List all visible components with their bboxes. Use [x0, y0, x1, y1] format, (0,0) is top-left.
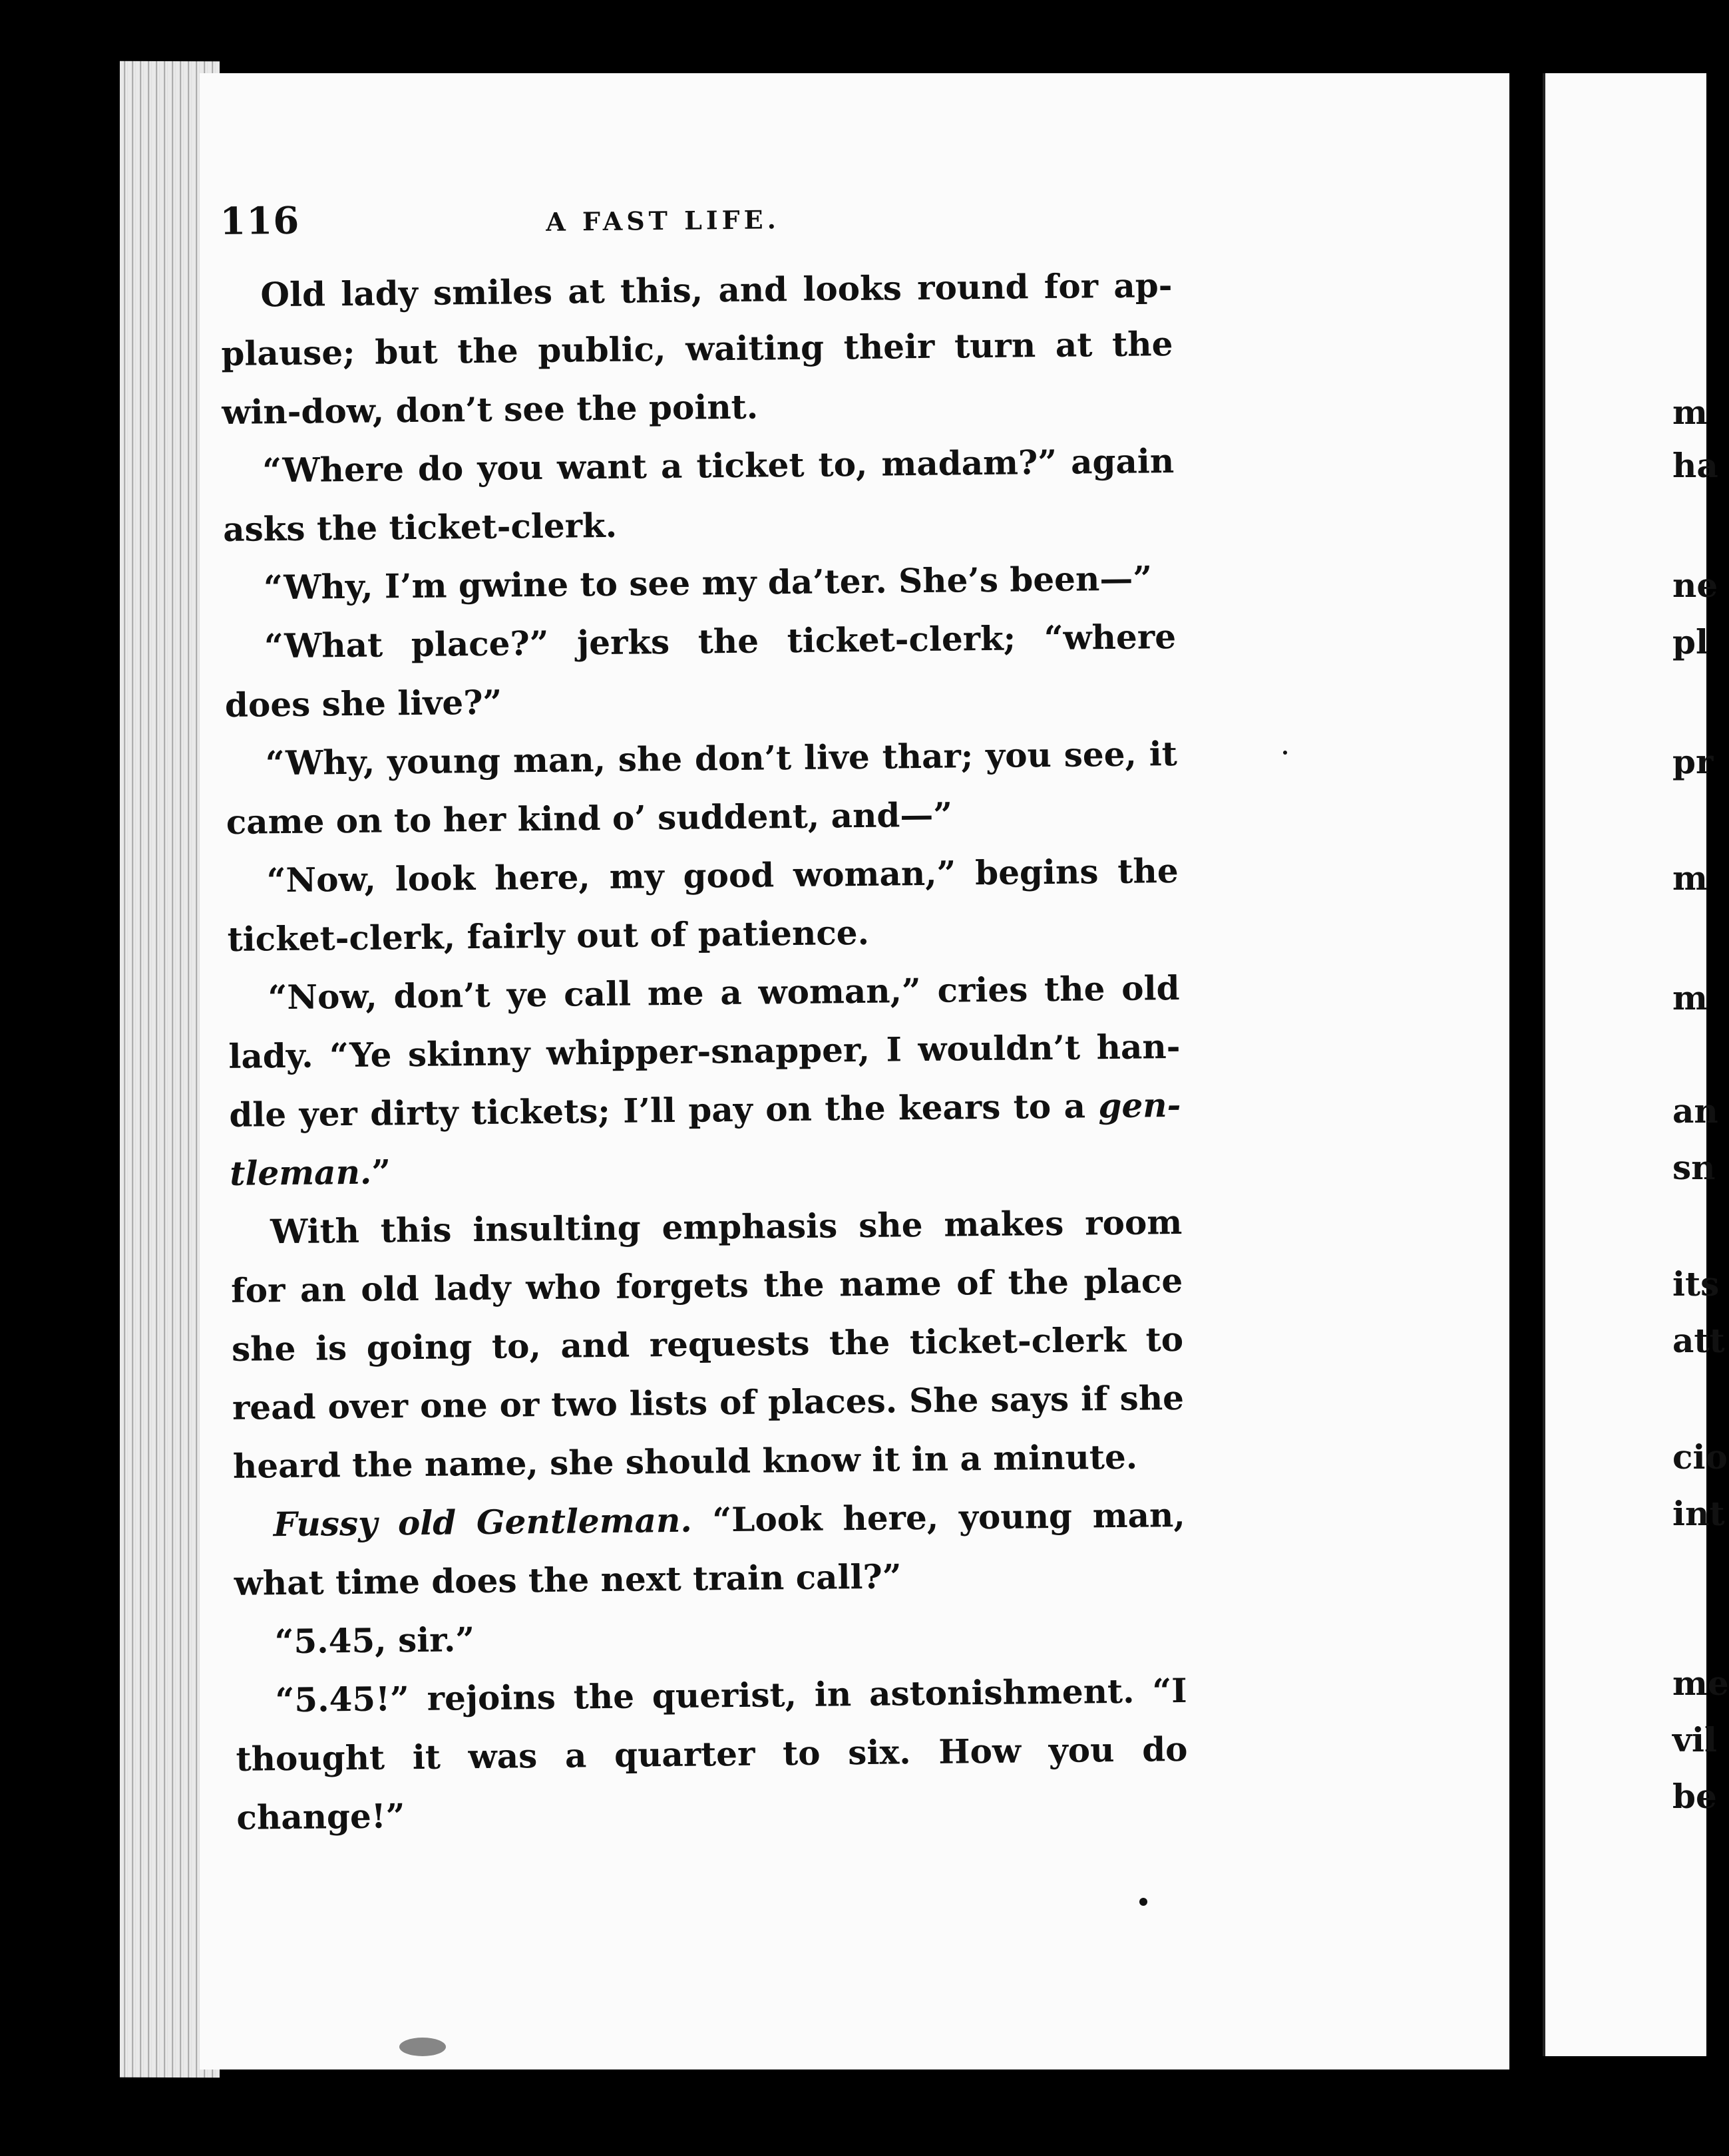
ink-speck — [1283, 751, 1287, 755]
ink-smudge — [399, 2038, 446, 2056]
running-title: A FAST LIFE. — [546, 204, 781, 237]
right-page-fragment: pl — [1672, 622, 1708, 661]
italic-word: gen-tleman. — [230, 1085, 1181, 1193]
right-page-fragment: cio — [1672, 1437, 1728, 1477]
paragraph: “Why, young man, she don’t live thar; you see, it came on to her kind o’ suddent, and—” — [226, 733, 1178, 842]
right-page-fragment: att — [1672, 1321, 1725, 1360]
paragraph: “5.45, sir.” — [274, 1620, 475, 1662]
right-page-fragment: ne — [1672, 566, 1718, 605]
paragraph: “5.45!” rejoins the querist, in astonishment. “I thought it was a quarter to six. How you do change!” — [236, 1670, 1188, 1837]
right-page-fragment: an — [1672, 1091, 1718, 1131]
paragraph: “What place?” jerks the ticket-clerk; “where does she live?” — [224, 616, 1177, 725]
paragraph-text: “Now, don’t ye call me a woman,” cries the old lady. “Ye skinny whipper-snapper, I wouldn’t han-dle yer dirty tickets; I’ll pay on the kears to a — [228, 968, 1181, 1135]
paragraph: With this insulting emphasis she makes room for an old lady who forgets the name of the place she is going to, and requests the ticket-clerk to read over one or two lists of places. She says if she heard the name, she should know it in a minute. — [230, 1202, 1185, 1486]
ink-speck — [1139, 1898, 1147, 1906]
running-head — [220, 190, 1172, 244]
paragraph: “Where do you want a ticket to, madam?” again asks the ticket-clerk. — [222, 441, 1175, 549]
right-page-fragment: sn — [1672, 1148, 1716, 1187]
right-page-fragment: me — [1672, 1664, 1729, 1703]
paragraph: “Now, look here, my good woman,” begins the ticket-clerk, fairly out of patience. — [227, 850, 1179, 959]
right-page-fragment: vil — [1672, 1720, 1718, 1759]
right-page-fragment: be — [1672, 1777, 1717, 1816]
page-number: 116 — [220, 198, 300, 244]
paragraph-with-speaker — [233, 1486, 1186, 1613]
paragraph-text: “Look here, young man, what time does the next train call?” — [234, 1495, 1186, 1603]
paragraph: Old lady smiles at this, and looks round for ap-plause; but the public, waiting their turn at the win-dow, don’t see the point. — [221, 266, 1173, 432]
right-page-fragment: int — [1672, 1494, 1725, 1533]
right-page-fragment: pr — [1672, 742, 1714, 781]
paragraph: “Why, I’m gwine to see my da’ter. She’s been—” — [263, 558, 1153, 608]
paragraph-with-italic — [228, 959, 1182, 1203]
right-page-fragment: m — [1672, 858, 1708, 898]
right-page-fragment: m — [1672, 393, 1708, 432]
speaker-label: Fussy old Gentleman. — [273, 1500, 693, 1544]
right-page-fragment: ha — [1672, 446, 1718, 485]
closing-quote: ” — [371, 1152, 391, 1192]
right-page-fragment: its — [1672, 1264, 1720, 1304]
right-page-fragment: m — [1672, 978, 1708, 1017]
page-text — [220, 190, 1189, 1847]
